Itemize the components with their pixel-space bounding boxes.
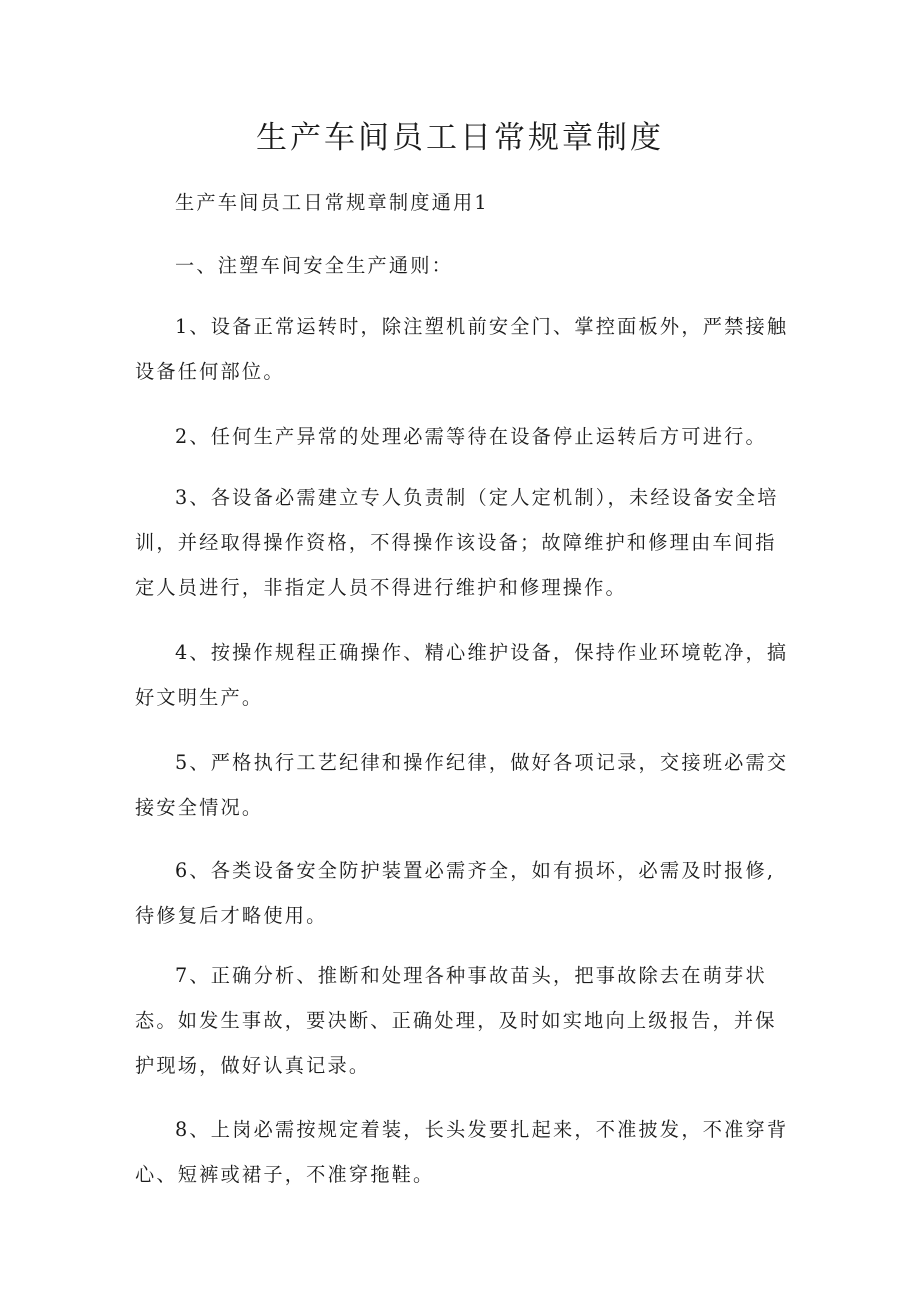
document-subtitle: 生产车间员工日常规章制度通用1 xyxy=(175,191,489,214)
rule-item-8: 8、上岗必需按规定着装，长头发要扎起来，不准披发，不准穿背心、短裤或裙子，不准穿拖鞋。 xyxy=(135,1118,789,1186)
rule-item-7: 7、正确分析、推断和处理各种事故苗头，把事故除去在萌芽状态。如发生事故，要决断、正确处理，及时如实地向上级报告，并保护现场，做好认真记录。 xyxy=(135,964,777,1077)
rule-item-5: 5、严格执行工艺纪律和操作纪律，做好各项记录，交接班必需交接安全情况。 xyxy=(135,751,789,819)
rule-item-3: 3、各设备必需建立专人负责制（定人定机制），未经设备安全培训，并经取得操作资格，不得操作该设备；故障维护和修理由车间指定人员进行，非指定人员不得进行维护和修理操作。 xyxy=(135,486,779,599)
document-title: 生产车间员工日常规章制度 xyxy=(256,120,664,156)
section-heading: 一、注塑车间安全生产通则： xyxy=(175,254,454,277)
rule-item-6: 6、各类设备安全防护装置必需齐全，如有损坏，必需及时报修,待修复后才略使用。 xyxy=(135,859,776,927)
rule-item-4: 4、按操作规程正确操作、精心维护设备，保持作业环境乾净，搞好文明生产。 xyxy=(135,641,789,709)
rule-item-1: 1、设备正常运转时，除注塑机前安全门、掌控面板外，严禁接触设备任何部位。 xyxy=(135,315,789,383)
rule-item-2: 2、任何生产异常的处理必需等待在设备停止运转后方可进行。 xyxy=(175,425,767,448)
